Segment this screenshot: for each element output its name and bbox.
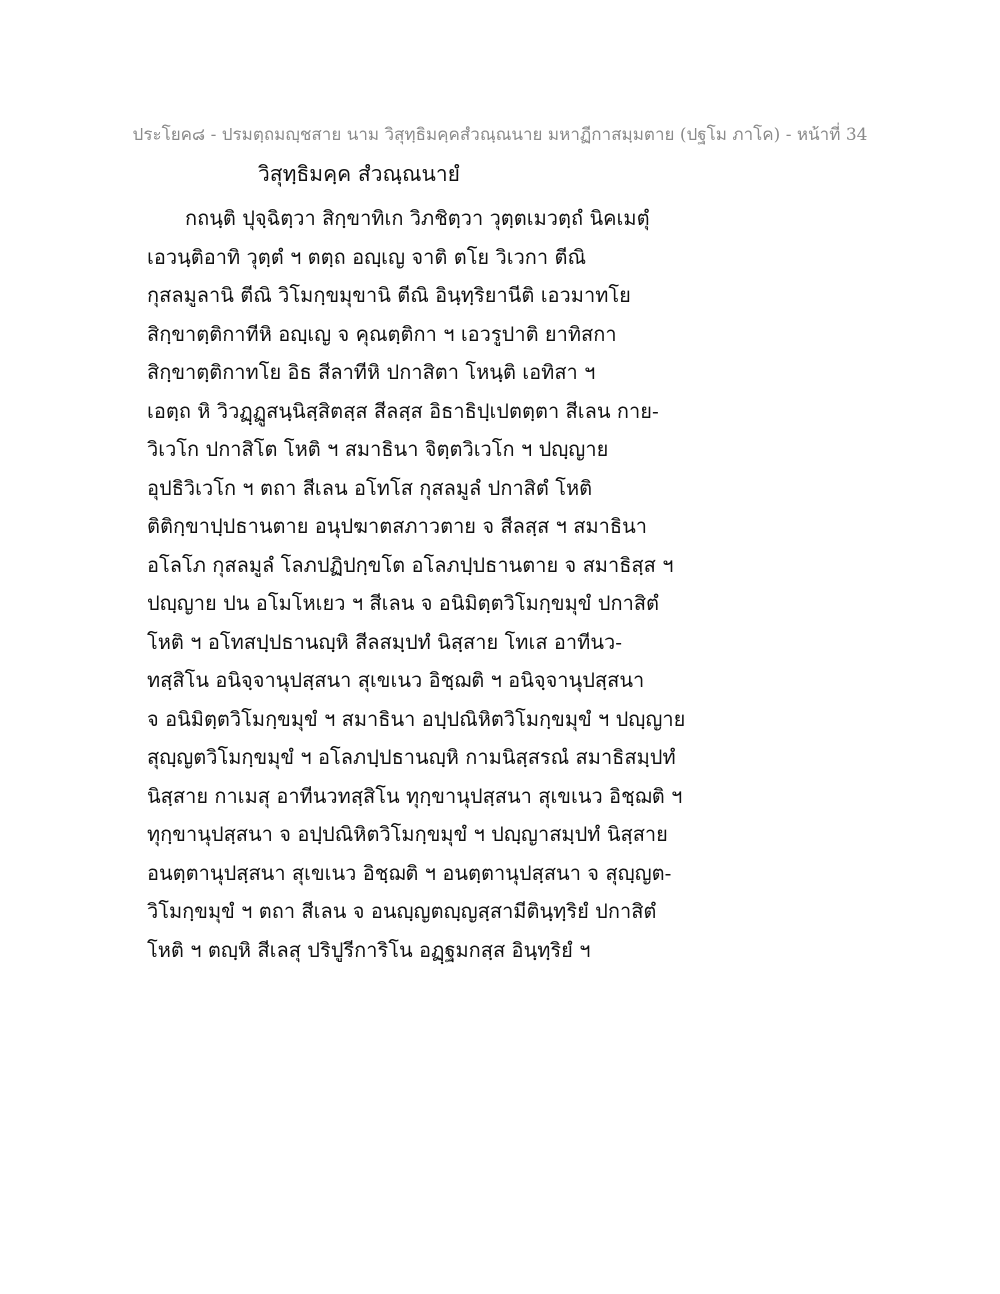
body-line: นิสฺสาย กาเมสุ อาทีนวทสฺสิโน ทุกฺขานุปสฺสนา สุเขเนว อิชฺฌติ ฯ xyxy=(147,783,683,808)
body-line: โหติ ฯ ตญฺหิ สีเลสุ ปริปูรีการิโน อฏฺฐมกสฺส อินฺทฺริยํ ฯ xyxy=(147,937,591,962)
body-line: ปญฺญาย ปน อโมโหเยว ฯ สีเลน จ อนิมิตฺตวิโมกฺขมุขํ ปกาสิตํ xyxy=(147,591,660,615)
body-text xyxy=(147,199,853,969)
body-line: กุสลมูลานิ ตีณิ วิโมกฺขมุขานิ ตีณิ อินฺทฺริยานีติ เอวมาทโย xyxy=(147,283,631,307)
body-line: อุปธิวิเวโก ฯ ตถา สีเลน อโทโส กุสลมูลํ ปกาสิตํ โหติ xyxy=(147,475,593,500)
body-line: วิโมกฺขมุขํ ฯ ตถา สีเลน จ อนญฺญตญฺญสฺสามีตินฺทฺริยํ ปกาสิตํ xyxy=(147,899,657,923)
body-line: ติติกฺขาปฺปธานตาย อนุปฆาตสภาวตาย จ สีลสฺส ฯ สมาธินา xyxy=(147,514,647,538)
body-line: อโลโภ กุสลมูลํ โลภปฏิปกฺขโต อโลภปฺปธานตาย จ สมาธิสฺส ฯ xyxy=(147,552,674,577)
running-header: ประโยค๘ - ปรมตฺถมญฺชสาย นาม วิสุทฺธิมคฺคสํวณฺณนาย มหาฏีกาสมฺมตาย (ปฐโม ภาโค) - หน้าที่ 34 xyxy=(132,125,868,145)
body-line: สิกฺขาตฺติกาทีหิ อญฺเญ จ คุณตฺติกา ฯ เอวรูปาติ ยาทิสกา xyxy=(147,321,617,346)
body-line: สิกฺขาตฺติกาทโย อิธ สีลาทีหิ ปกาสิตา โหนฺติ เอทิสา ฯ xyxy=(147,360,596,384)
body-line: ทุกฺขานุปสฺสนา จ อปฺปณิหิตวิโมกฺขมุขํ ฯ ปญฺญาสมฺปทํ นิสฺสาย xyxy=(147,822,668,846)
body-line: เอวนฺติอาทิ วุตฺตํ ฯ ตตฺถ อญฺเญ จาติ ตโย วิเวกา ตีณิ xyxy=(147,244,587,269)
section-title: วิสุทฺธิมคฺค สํวณฺณนายํ xyxy=(258,162,460,186)
body-line: เอตฺถ หิ วิวฏฺฏูสนฺนิสฺสิตสฺส สีลสฺส อิธาธิปฺเปตตฺตา สีเลน กาย- xyxy=(147,398,659,423)
body-line: สุญฺญตวิโมกฺขมุขํ ฯ อโลภปฺปธานญฺหิ กามนิสฺสรณํ สมาธิสมฺปทํ xyxy=(147,745,676,769)
body-line: โหติ ฯ อโทสปฺปธานญฺหิ สีลสมฺปทํ นิสฺสาย โทเส อาทีนว- xyxy=(147,629,622,654)
body-line: วิเวโก ปกาสิโต โหติ ฯ สมาธินา จิตฺตวิเวโก ฯ ปญฺญาย xyxy=(147,437,609,461)
body-line: กถนฺติ ปุจฺฉิตฺวา สิกฺขาทิเก วิภชิตฺวา วุตฺตเมวตฺถํ นิคเมตุํ xyxy=(185,206,650,230)
body-line: ทสฺสิโน อนิจฺจานุปสฺสนา สุเขเนว อิชฺฌติ ฯ อนิจฺจานุปสฺสนา xyxy=(147,668,645,692)
body-line: อนตฺตานุปสฺสนา สุเขเนว อิชฺฌติ ฯ อนตฺตานุปสฺสนา จ สุญฺญต- xyxy=(147,860,672,885)
body-line: จ อนิมิตฺตวิโมกฺขมุขํ ฯ สมาธินา อปฺปณิหิตวิโมกฺขมุขํ ฯ ปญฺญาย xyxy=(147,706,686,731)
